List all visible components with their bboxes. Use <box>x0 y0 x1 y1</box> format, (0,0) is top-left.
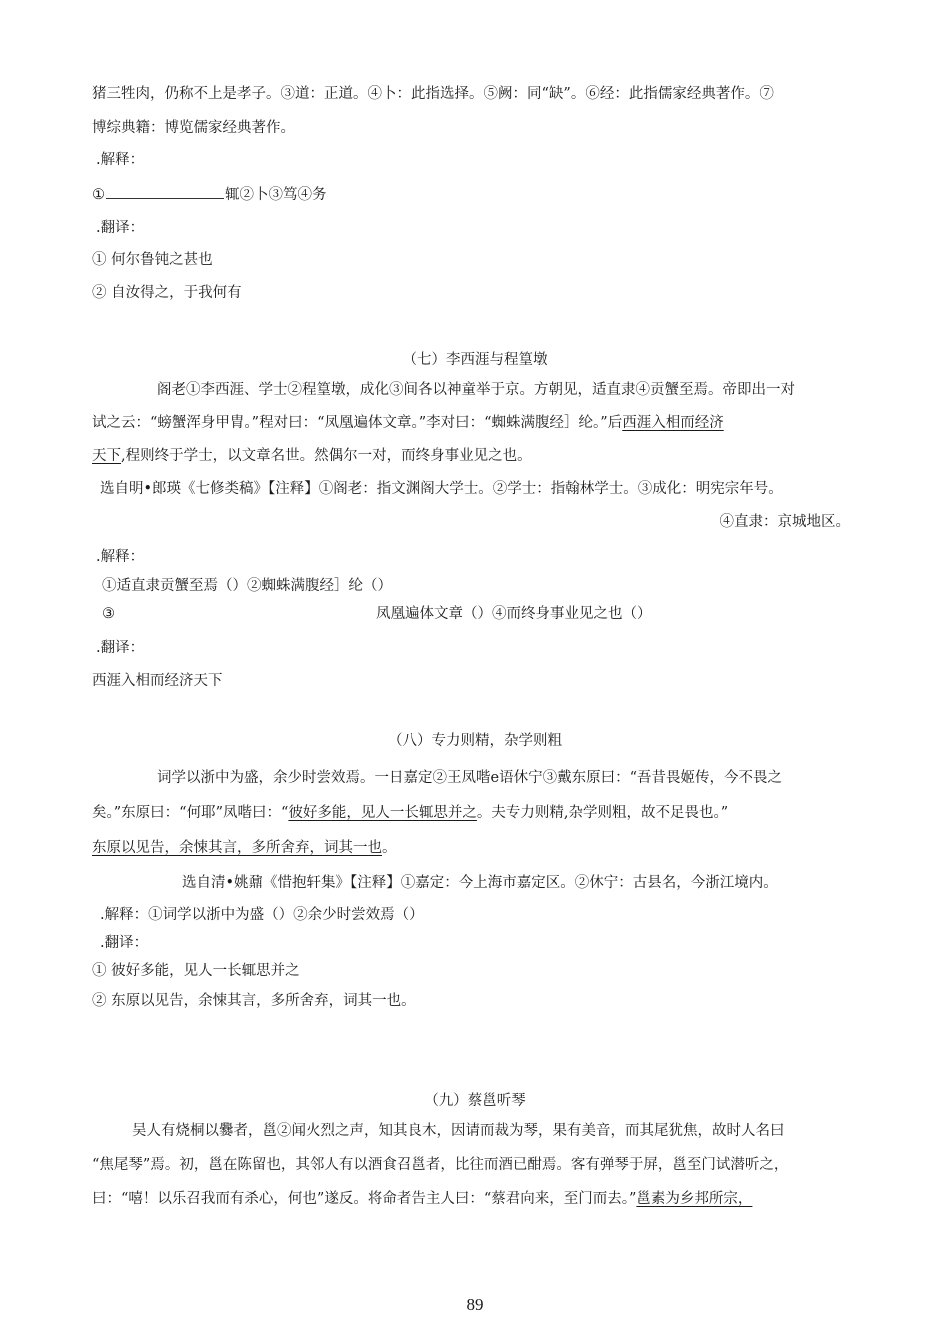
section-title: （八）专力则精，杂学则粗 <box>388 733 562 749</box>
explain-items: 辄②卜③笃④务 <box>225 187 327 203</box>
explain-question <box>92 184 327 205</box>
note-line: 猪三牲肉，仍称不上是孝子。③道：正道。④卜：此指选择。⑤阙：同“缺”。⑥经：此指儒家经典著作。⑦ <box>92 86 774 102</box>
passage-line: 吴人有烧桐以爨者，邕②闻火烈之声，知其良木，因请而裁为琴，果有美音，而其尾犹焦，故时人名曰 <box>132 1123 785 1139</box>
translate-item: ② 自汝得之，于我何有 <box>92 285 242 301</box>
translate-label: .翻译： <box>96 220 145 236</box>
passage-line <box>92 413 724 433</box>
passage-line: 词学以浙中为盛，余少时尝效焉。一日嘉定②王凤喈e语休宁③戴东原曰：“吾昔畏姬传，今不畏之 <box>157 770 782 786</box>
underlined-text: 邕素为乡邦所宗， <box>636 1191 753 1207</box>
translate-item: ① 彼好多能，见人一长辄思并之 <box>92 963 300 979</box>
translate-item: ① 何尔鲁钝之甚也 <box>92 252 213 268</box>
translate-label: .翻译： <box>96 640 145 656</box>
passage-text: 曰：“嘻！以乐召我而有杀心，何也”遂反。将命者告主人曰：“蔡君向来，至门而去。” <box>92 1191 637 1207</box>
underlined-text: 天下 <box>92 448 121 464</box>
passage-text: 。 <box>382 840 397 856</box>
explain-items: .解释：①词学以浙中为盛（）②余少时尝效焉（） <box>100 907 424 923</box>
passage-text: 矣。”东原曰：“何耶”凤喈曰：“ <box>92 805 289 821</box>
answer-blank[interactable] <box>106 184 224 199</box>
passage-line <box>92 803 728 823</box>
passage-line: “焦尾琴”焉。初，邕在陈留也，其邻人有以酒食召邕者，比往而酒已酣焉。客有弹琴于屏，邕至门试潜听之， <box>92 1157 789 1173</box>
underlined-text: 东原以见告，余悚其言，多所舍弃，词其一也 <box>92 840 382 856</box>
passage-line <box>92 838 397 858</box>
passage-line <box>92 1189 752 1209</box>
question-number: ① <box>92 187 105 203</box>
explain-items: 凤凰遍体文章（）④而终身事业见之也（） <box>376 606 652 622</box>
underlined-text: 彼好多能，见人一长辄思并之 <box>288 805 477 821</box>
explain-number: ③ <box>102 606 115 622</box>
explain-items: ①适直隶贡蟹至焉（）②蜘蛛满腹经］纶（） <box>102 578 392 594</box>
translate-item: ② 东原以见告，余悚其言，多所舍弃，词其一也。 <box>92 993 416 1009</box>
explain-label: .解释： <box>96 152 145 168</box>
explain-label: .解释： <box>96 549 145 565</box>
passage-text: 。夫专力则精,杂学则粗，故不足畏也。” <box>476 805 729 821</box>
source-note: 选自清•姚鼐《惜抱轩集》【注释】①嘉定：今上海市嘉定区。②休宁：古县名，今浙江境内。 <box>182 875 778 891</box>
passage-line: 阁老①李西涯、学士②程篁墩，成化③间各以神童举于京。方朝见，适直隶④贡蟹至焉。帝即出一对 <box>157 382 795 398</box>
note-line: 博综典籍：博览儒家经典著作。 <box>92 120 295 136</box>
translate-label: .翻译： <box>100 935 149 951</box>
underlined-text: 西涯入相而经济 <box>622 415 724 431</box>
passage-text: ,程则终于学士，以文章名世。然偶尔一对，而终身事业见之也。 <box>121 448 532 464</box>
source-note: 选自明•郎瑛《七修类稿》【注释】①阁老：指文渊阁大学士。②学士：指翰林学士。③成化：明宪宗年号。 <box>100 481 783 497</box>
source-note: ④直隶：京城地区。 <box>719 514 850 530</box>
passage-text: 试之云：“螃蟹浑身甲胄。”程对曰：“凤凰遍体文章。”李对曰：“蜘蛛满腹经］纶。”后 <box>92 415 623 431</box>
section-title: （九）蔡邕听琴 <box>424 1093 526 1109</box>
passage-line <box>92 446 532 466</box>
page-number: 89 <box>466 1295 484 1314</box>
section-title: （七）李西涯与程篁墩 <box>402 352 548 368</box>
translate-item: 西涯入相而经济天下 <box>92 673 223 689</box>
